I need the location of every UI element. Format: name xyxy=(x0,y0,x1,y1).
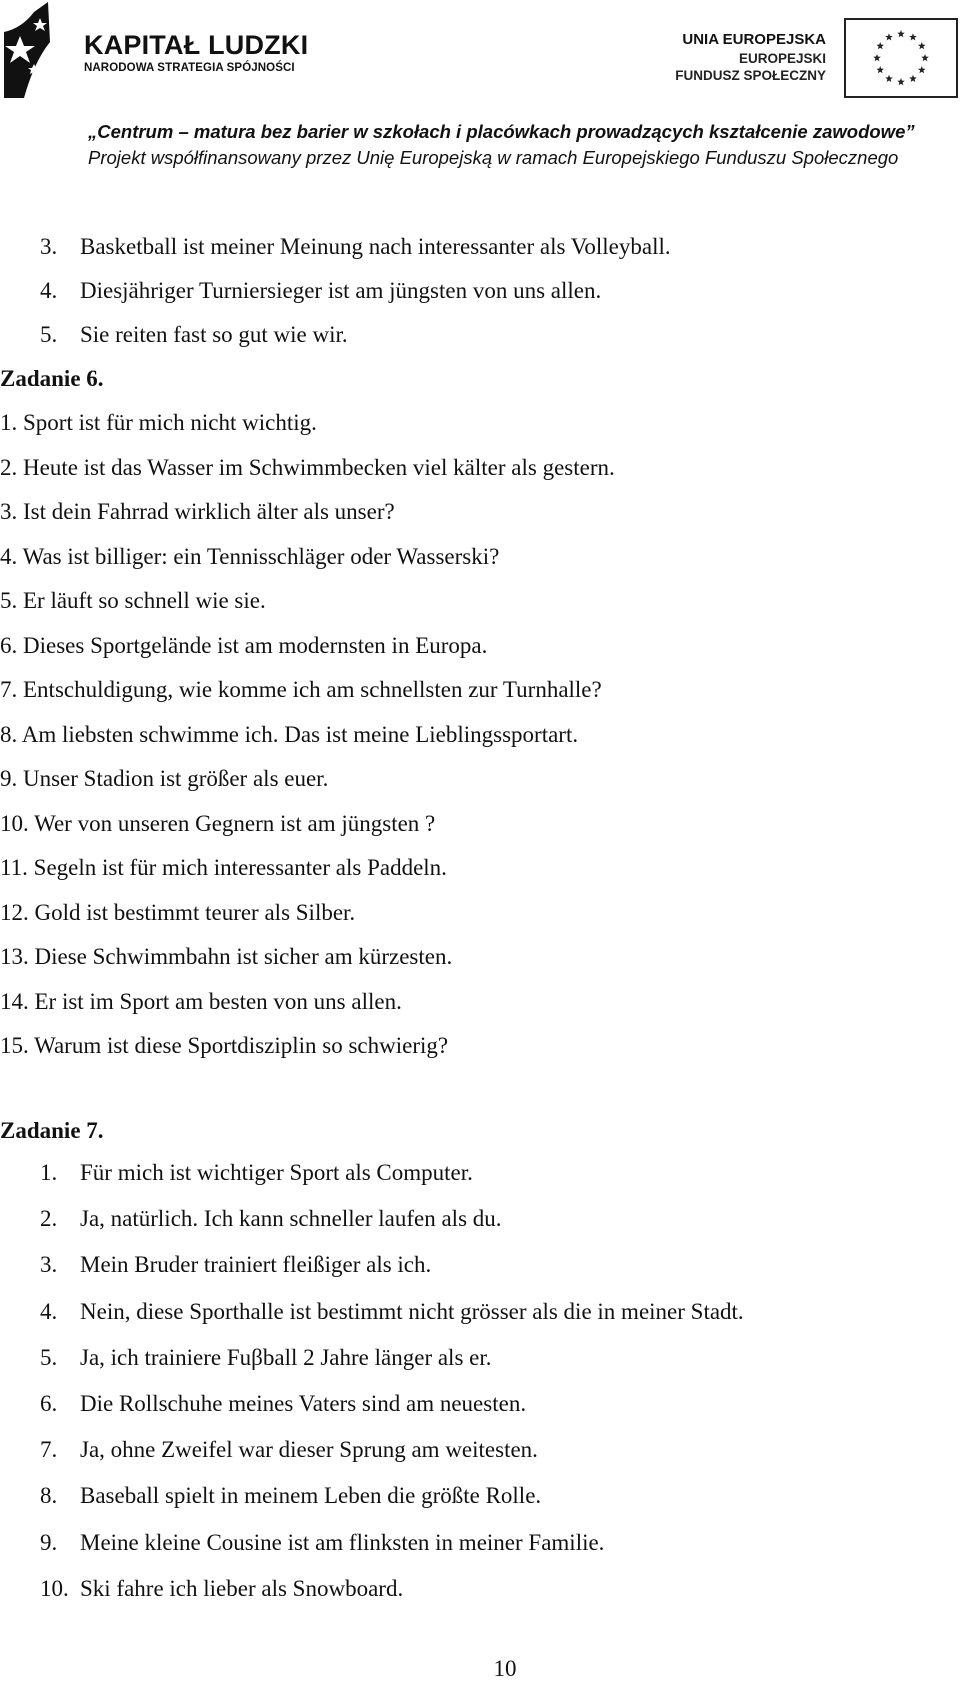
list-item xyxy=(0,631,487,661)
list-text: Basketball ist meiner Meinung nach interessanter als Volleyball. xyxy=(80,234,671,259)
list-text: Ist dein Fahrrad wirklich älter als unser? xyxy=(23,499,395,524)
list-number: 9. xyxy=(0,766,18,791)
list-text: Ja, natürlich. Ich kann schneller laufen als du. xyxy=(80,1206,502,1232)
list-number: 5. xyxy=(40,322,58,347)
list-item xyxy=(0,853,447,883)
list-item xyxy=(0,942,452,972)
list-text: Meine kleine Cousine ist am flinksten in meiner Familie. xyxy=(80,1529,605,1555)
section-heading: Zadanie 7. xyxy=(0,1118,104,1143)
list-item xyxy=(0,453,615,483)
list-item xyxy=(40,1158,473,1188)
list-text: Sie reiten fast so gut wie wir. xyxy=(80,322,348,347)
list-number: 5. xyxy=(40,1344,58,1370)
list-text: Baseball spielt in meinem Leben die größte Rolle. xyxy=(80,1483,542,1509)
list-item xyxy=(40,1250,431,1280)
list-text: Entschuldigung, wie komme ich am schnellsten zur Turnhalle? xyxy=(23,677,602,702)
page-number: 10 xyxy=(493,1656,517,1681)
list-number: 3. xyxy=(40,234,58,259)
list-text: Segeln ist für mich interessanter als Paddeln. xyxy=(33,855,447,880)
list-item xyxy=(0,586,266,616)
list-item xyxy=(40,1343,492,1373)
list-item xyxy=(40,1204,502,1234)
logo-subtitle: NARODOWA STRATEGIA SPÓJNOŚCI xyxy=(84,62,295,74)
list-text: Wer von unseren Gegnern ist am jüngsten ? xyxy=(34,810,436,836)
list-text: Er ist im Sport am besten von uns allen. xyxy=(34,988,402,1014)
list-number: 10. xyxy=(0,810,29,836)
eu-line-2: EUROPEJSKI xyxy=(738,51,826,66)
list-number: 14. xyxy=(0,988,29,1014)
list-number: 11. xyxy=(0,855,28,880)
list-item xyxy=(40,1297,744,1327)
list-number: 2. xyxy=(0,454,18,480)
list-number: 6. xyxy=(0,632,18,658)
list-text: Gold ist bestimmt teurer als Silber. xyxy=(34,899,356,925)
list-item xyxy=(0,764,328,794)
list-item xyxy=(40,1389,526,1419)
eu-line-3: FUNDUSZ SPOŁECZNY xyxy=(675,68,826,83)
list-item xyxy=(40,1481,541,1511)
list-number: 3. xyxy=(0,499,18,524)
list-text: Nein, diese Sporthalle ist bestimmt nicht grösser als die in meiner Stadt. xyxy=(80,1298,744,1324)
project-title: „Centrum – matura bez barier w szkołach i placówkach prowadzących kształcenie zawodowe” xyxy=(88,121,915,142)
list-number: 9. xyxy=(40,1529,58,1555)
list-text: Für mich ist wichtiger Sport als Computer. xyxy=(80,1160,473,1185)
list-item xyxy=(0,408,317,438)
list-item xyxy=(0,1031,448,1061)
list-number: 8. xyxy=(0,721,18,747)
kapital-ludzki-logo-icon xyxy=(4,2,68,98)
page-header xyxy=(0,0,960,175)
list-text: Am liebsten schwimme ich. Das ist meine Lieblingssportart. xyxy=(21,721,579,747)
list-number: 3. xyxy=(40,1252,58,1278)
list-number: 5. xyxy=(0,588,18,613)
list-item xyxy=(0,809,435,839)
kapital-ludzki-wordmark xyxy=(84,30,308,76)
list-item xyxy=(0,987,402,1017)
list-number: 8. xyxy=(40,1483,58,1509)
list-item xyxy=(40,1528,604,1558)
list-number: 10. xyxy=(40,1575,69,1601)
list-text: Ja, ohne Zweifel war dieser Sprung am weitesten. xyxy=(80,1437,538,1463)
list-text: Mein Bruder trainiert fleißiger als ich. xyxy=(80,1252,432,1278)
list-number: 12. xyxy=(0,899,29,925)
list-item xyxy=(40,1574,403,1604)
list-text: Die Rollschuhe meines Vaters sind am neuesten. xyxy=(80,1391,527,1416)
list-item xyxy=(40,276,601,306)
list-number: 2. xyxy=(40,1206,58,1232)
list-number: 13. xyxy=(0,944,29,969)
list-item xyxy=(40,232,671,262)
project-subtitle: Projekt współfinansowany przez Unię Europejską w ramach Europejskiego Funduszu Społecznego xyxy=(88,147,899,168)
list-item xyxy=(0,720,578,750)
eu-line-1: UNIA EUROPEJSKA xyxy=(682,31,826,48)
list-number: 4. xyxy=(40,1298,58,1324)
list-number: 7. xyxy=(40,1437,58,1463)
list-item xyxy=(0,898,355,928)
list-number: 4. xyxy=(40,278,58,303)
list-item xyxy=(0,542,499,572)
list-text: Diesjähriger Turniersieger ist am jüngsten von uns allen. xyxy=(80,278,602,303)
list-text: Warum ist diese Sportdisziplin so schwierig? xyxy=(34,1033,449,1058)
eu-flag-icon xyxy=(844,18,958,98)
list-number: 1. xyxy=(40,1160,58,1185)
logo-title: KAPITAŁ LUDZKI xyxy=(84,30,309,60)
list-item xyxy=(40,320,348,350)
list-number: 15. xyxy=(0,1033,29,1058)
list-text: Sport ist für mich nicht wichtig. xyxy=(23,410,317,435)
list-item xyxy=(40,1435,538,1465)
list-item xyxy=(0,497,395,527)
section-heading: Zadanie 6. xyxy=(0,366,104,391)
list-text: Ski fahre ich lieber als Snowboard. xyxy=(80,1575,404,1601)
list-text: Diese Schwimmbahn ist sicher am kürzesten. xyxy=(34,944,453,969)
list-number: 1. xyxy=(0,410,18,435)
list-text: Er läuft so schnell wie sie. xyxy=(23,588,266,613)
eu-wordmark xyxy=(675,30,826,84)
list-text: Heute ist das Wasser im Schwimmbecken viel kälter als gestern. xyxy=(23,454,615,480)
list-text: Dieses Sportgelände ist am modernsten in Europa. xyxy=(23,632,488,658)
list-text: Was ist billiger: ein Tennisschläger oder Wasserski? xyxy=(22,543,500,569)
list-text: Ja, ich trainiere Fuβball 2 Jahre länger als er. xyxy=(80,1344,492,1370)
list-number: 7. xyxy=(0,677,18,702)
list-item xyxy=(0,675,602,705)
list-text: Unser Stadion ist größer als euer. xyxy=(23,766,329,791)
list-number: 4. xyxy=(0,543,18,569)
list-number: 6. xyxy=(40,1391,58,1416)
